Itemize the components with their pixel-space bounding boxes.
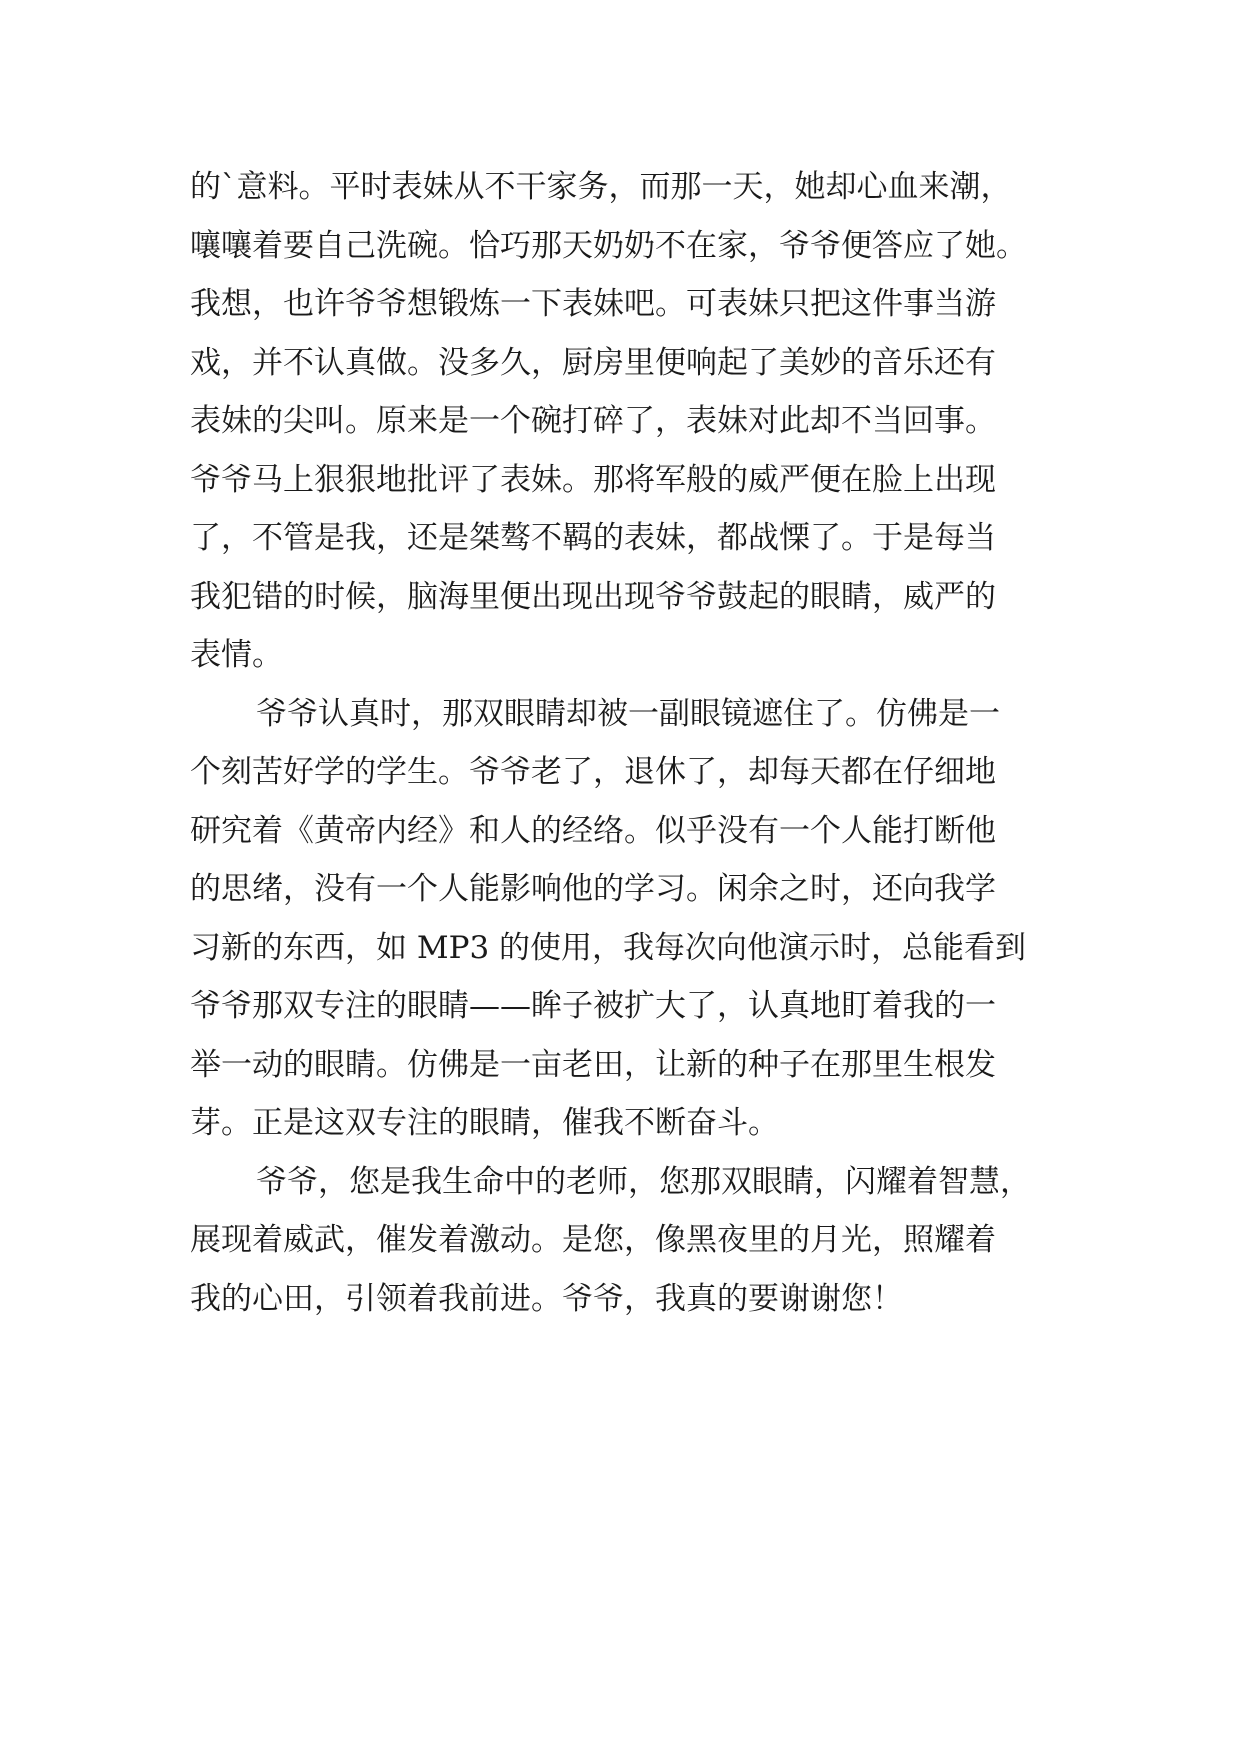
text-line: 习新的东西，如 MP3 的使用，我每次向他演示时，总能看到 — [190, 929, 1027, 966]
text-line: 展现着威武，催发着激动。是您，像黑夜里的月光，照耀着 — [190, 1222, 996, 1258]
paragraph-3 — [190, 1153, 1070, 1329]
text-line: 爷爷马上狠狠地批评了表妹。那将军般的威严便在脸上出现 — [190, 461, 996, 498]
text-line: 爷爷认真时，那双眼睛却被一副眼镜遮住了。仿佛是一 — [256, 695, 1000, 732]
text-line: 我的心田，引领着我前进。爷爷，我真的要谢谢您！ — [190, 1280, 903, 1317]
text-line: 表妹的尖叫。原来是一个碗打碎了，表妹对此却不当回事。 — [190, 403, 996, 439]
paragraph-2 — [190, 685, 1070, 1153]
text-line: 表情。 — [190, 637, 283, 673]
essay-body — [190, 158, 1070, 1328]
text-line: 举一动的眼睛。仿佛是一亩老田，让新的种子在那里生根发 — [190, 1046, 996, 1083]
text-line: 我想，也许爷爷想锻炼一下表妹吧。可表妹只把这件事当游 — [190, 286, 996, 322]
text-line: 芽。正是这双专注的眼睛，催我不断奋斗。 — [190, 1105, 779, 1141]
text-line: 研究着《黄帝内经》和人的经络。似乎没有一个人能打断他 — [190, 812, 996, 849]
paragraph-1 — [190, 158, 1070, 685]
text-line: 戏，并不认真做。没多久，厨房里便响起了美妙的音乐还有 — [190, 344, 996, 381]
text-line: 个刻苦好学的学生。爷爷老了，退休了，却每天都在仔细地 — [190, 754, 996, 790]
text-line: 了，不管是我，还是桀骜不羁的表妹，都战慄了。于是每当 — [190, 520, 996, 556]
text-line: 嚷嚷着要自己洗碗。恰巧那天奶奶不在家，爷爷便答应了她。 — [190, 227, 1027, 264]
text-line: 爷爷那双专注的眼睛——眸子被扩大了，认真地盯着我的一 — [190, 988, 996, 1024]
text-line: 爷爷，您是我生命中的老师，您那双眼睛，闪耀着智慧， — [256, 1163, 1031, 1200]
text-line: 的思绪，没有一个人能影响他的学习。闲余之时，还向我学 — [190, 871, 996, 907]
text-line: 我犯错的时候，脑海里便出现出现爷爷鼓起的眼睛，威严的 — [190, 578, 996, 615]
text-line: 的`意料。平时表妹从不干家务，而那一天，她却心血来潮， — [190, 169, 1012, 205]
